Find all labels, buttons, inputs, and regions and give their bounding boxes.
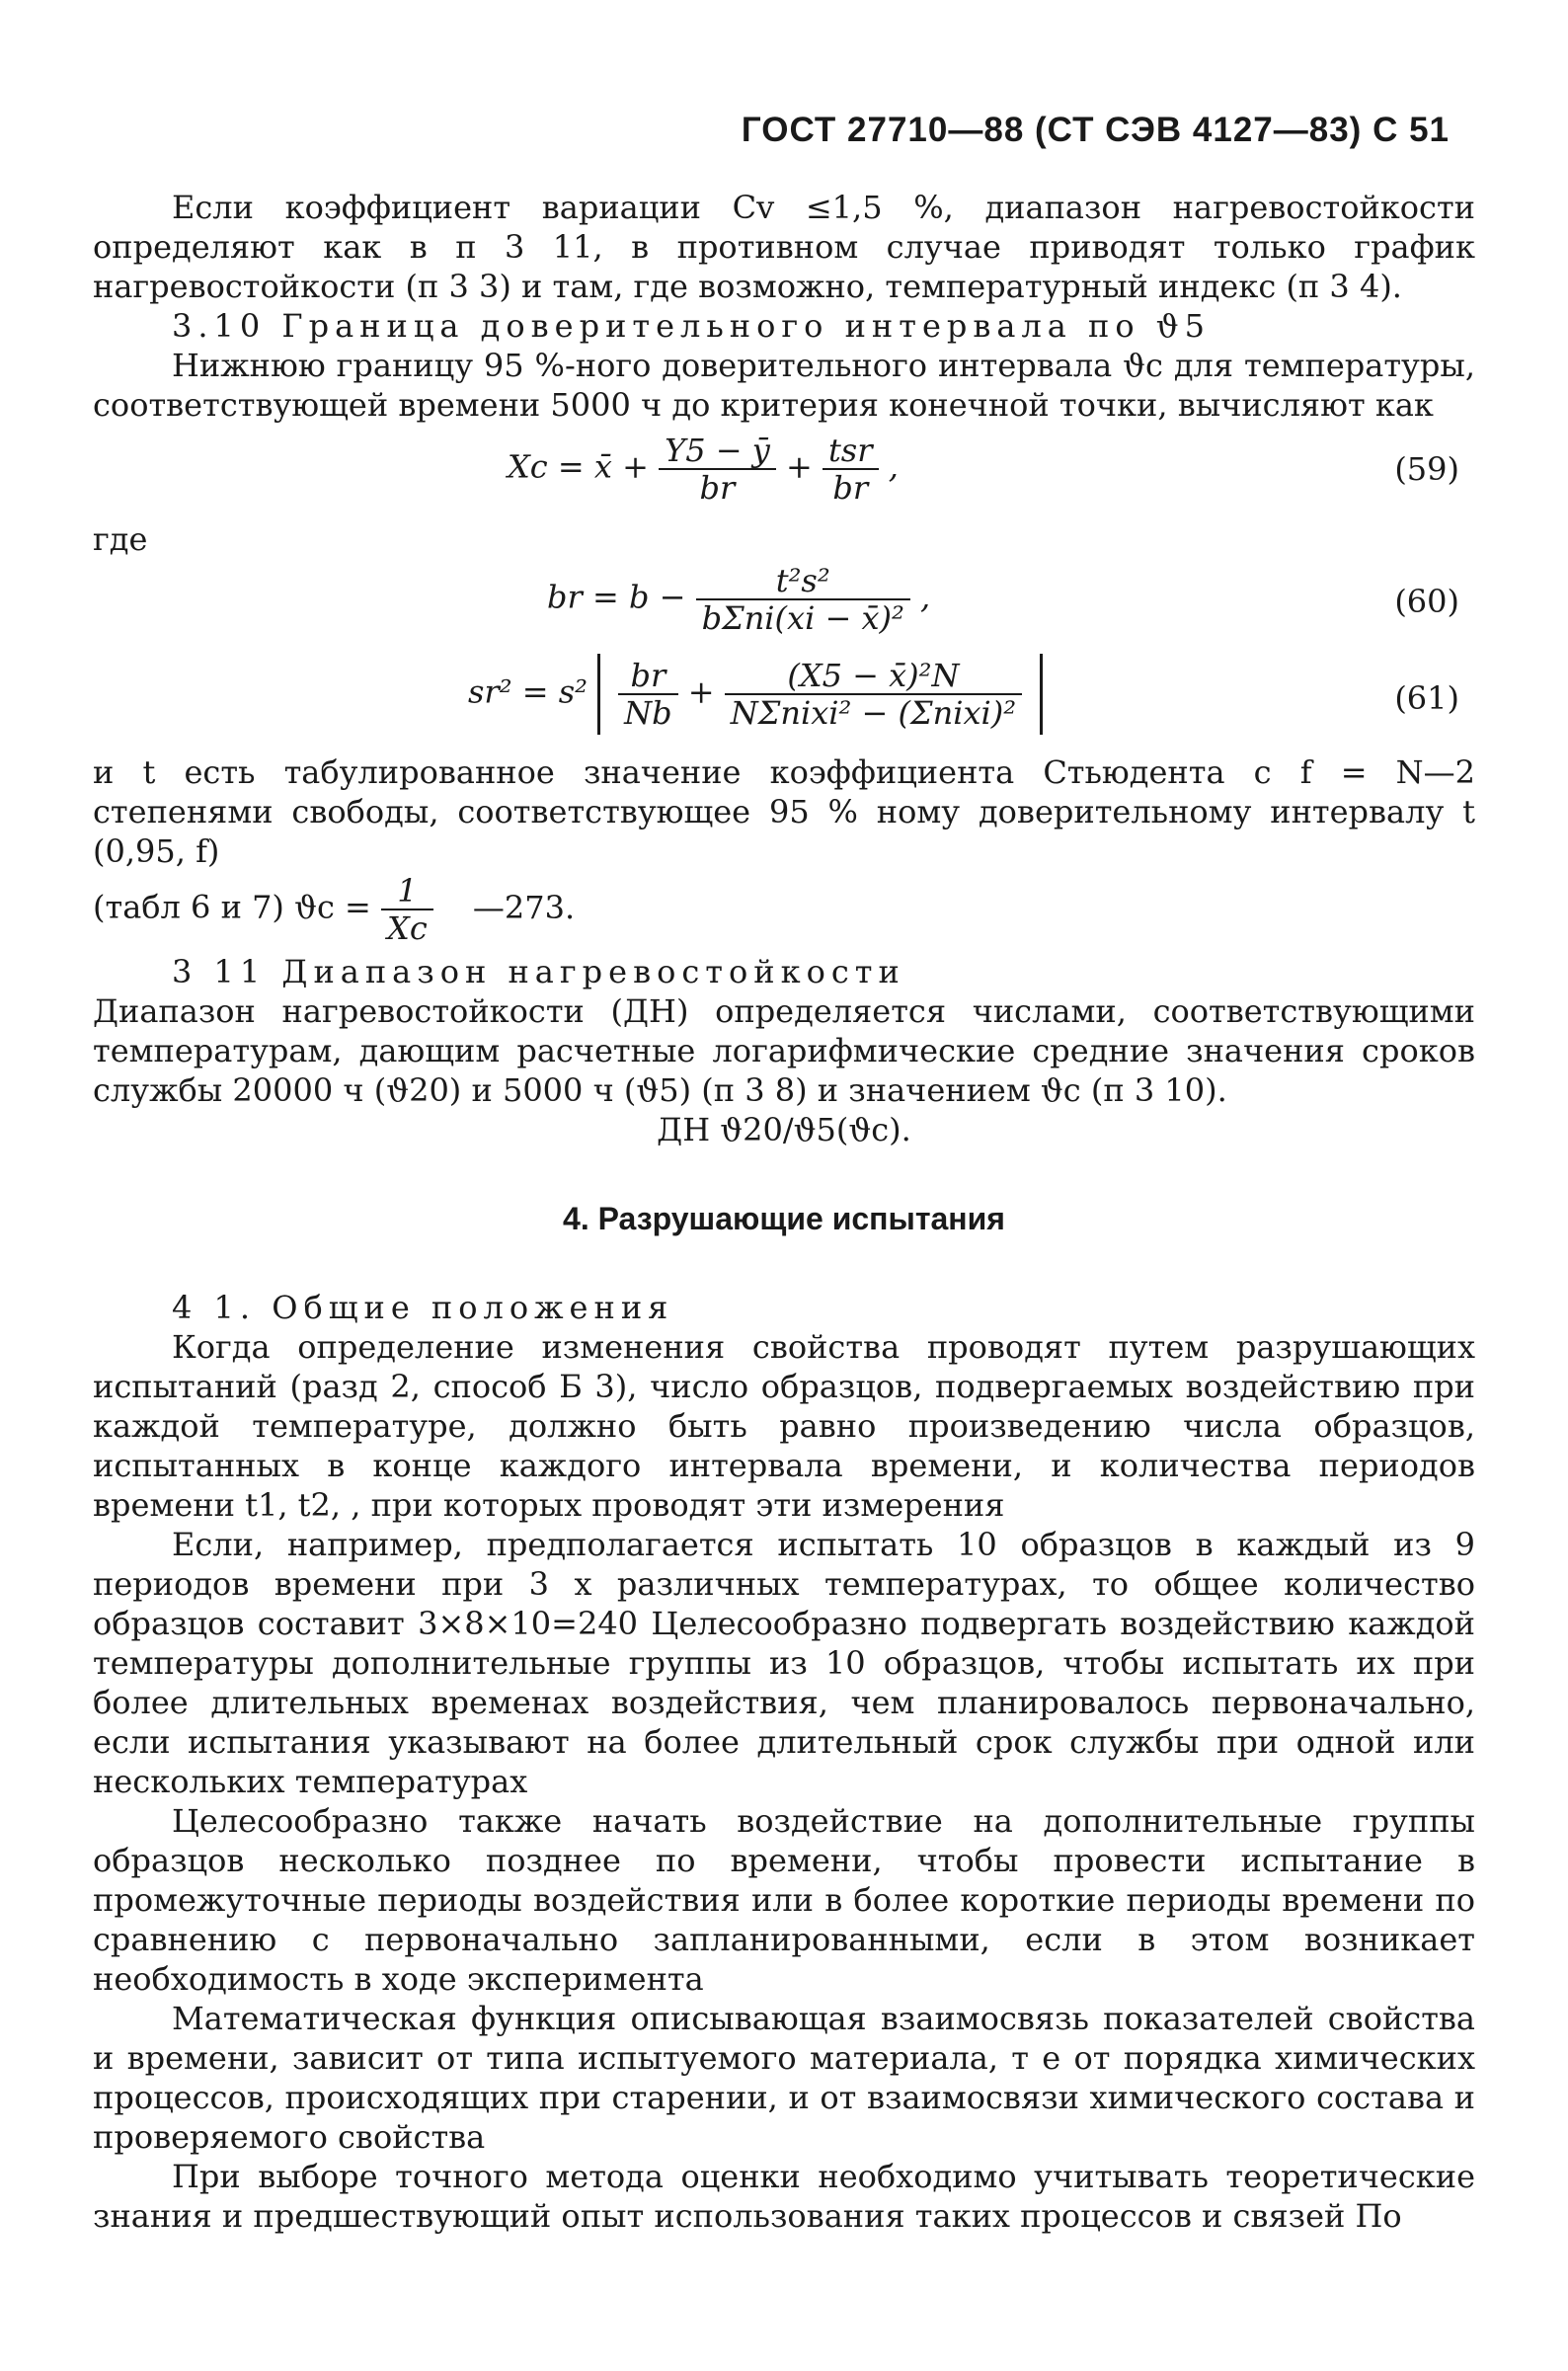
eq61-frac1-denominator: Nb: [624, 694, 672, 732]
equation-61: [93, 650, 1475, 752]
equation-60: [93, 559, 1475, 650]
equation-59: [93, 425, 1475, 519]
eq61-frac2-numerator: (X5 − x̄)²N: [725, 658, 1022, 695]
eq61-fraction-1: [618, 658, 677, 731]
eq59-frac2-denominator: br: [832, 469, 869, 507]
section-3-11-title: 3 11 Диапазон нагревостойкости: [172, 953, 905, 990]
eq59-frac2-numerator: tsr: [823, 433, 879, 470]
eq59-lhs: Xc = x̄ +: [508, 447, 649, 486]
eq59-tail: ,: [888, 447, 899, 486]
eq60-tail: ,: [919, 578, 931, 616]
eq59-fraction-2: [823, 433, 879, 506]
eq60-number: (60): [1394, 583, 1459, 620]
document-body: [93, 188, 1475, 2236]
eq61-plus: +: [687, 672, 715, 711]
eq61-frac2-denominator: NΣnixi² − (Σnixi)²: [730, 694, 1017, 732]
eq59-frac1-numerator: Y5 − ȳ: [659, 433, 776, 470]
theta-fraction: [381, 873, 433, 946]
section-4-1-paragraph-2: Если, например, предполагается испытать 10 образцов в каждый из 9 периодов времени при 3 х различных температурах, то общее количество образцов составит 3×8×10=240 Целесообразно подвергать воздействию каждой температуры дополнительные группы из 10 образцов, чтобы испытать их при более длительных временах воздействия, чем планировалось первоначально, если испытания указывают на более длительный срок службы при одной или нескольких температурах: [93, 1526, 1475, 1800]
eq59-number: (59): [1394, 450, 1459, 488]
eq61-fraction-2: [725, 658, 1022, 731]
eq61-bracket: [597, 654, 1043, 735]
theta-suffix: —273.: [472, 888, 576, 926]
equation-theta-c: [93, 873, 1475, 946]
theta-numerator: 1: [381, 873, 433, 910]
section-3-11-formula: ДН ϑ20/ϑ5(ϑc).: [657, 1111, 911, 1148]
section-4-1-title: 4 1. Общие положения: [172, 1289, 674, 1326]
eq61-lhs: sr² = s²: [468, 672, 588, 711]
section-4-1-paragraph-3: Целесообразно также начать воздействие на дополнительные группы образцов несколько позднее по времени, чтобы провести испытание в промежуточные периоды воздействия или в более короткие периоды времени по сравнению с первоначально запланированными, если в этом возникает необходимость в ходе эксперимента: [93, 1802, 1475, 1998]
eq59-frac1-denominator: br: [699, 469, 736, 507]
section-3-10-title: 3.10 Граница доверительного интервала по ϑ5: [172, 307, 1212, 345]
eq59-plus: +: [785, 447, 813, 486]
paragraph-variation: Если коэффициент вариации Cv ≤1,5 %, диапазон нагревостойкости определяют как в п 3 11, в противном случае приводят только график нагревостойкости (п 3 3) и там, где возможно, температурный индекс (п 3 4).: [93, 189, 1475, 305]
section-4-1-paragraph-4: Математическая функция описывающая взаимосвязь показателей свойства и времени, зависит от типа испытуемого материала, т е от порядка химических процессов, происходящих при старении, и от взаимосвязи химического состава и проверяемого свойства: [93, 2000, 1475, 2156]
where-label: где: [93, 520, 148, 558]
theta-denominator: Xc: [387, 909, 428, 947]
eq61-number: (61): [1394, 679, 1459, 717]
section-3-11-text: Диапазон нагревостойкости (ДН) определяется числами, соответствующими температурам, дающим расчетные логарифмические средние значения сроков службы 20000 ч (ϑ20) и 5000 ч (ϑ5) (п 3 8) и значением ϑc (п 3 10).: [93, 992, 1475, 1109]
eq60-numerator: t²s²: [696, 563, 910, 600]
section-4-1-paragraph-1: Когда определение изменения свойства проводят путем разрушающих испытаний (разд 2, способ Б 3), число образцов, подвергаемых воздействию при каждой температуре, должно быть равно произведению числа образцов, испытанных в конце каждого интервала времени, и количества периодов времени t1, t2, , при которых проводят эти измерения: [93, 1328, 1475, 1524]
eq61-frac1-numerator: br: [618, 658, 677, 695]
eq59-fraction-1: [659, 433, 776, 506]
eq60-denominator: bΣni(xi − x̄)²: [701, 599, 904, 637]
theta-prefix: (табл 6 и 7) ϑc =: [93, 888, 371, 926]
section-4-1-paragraph-5: При выборе точного метода оценки необходимо учитывать теоретические знания и предшествующий опыт использования таких процессов и связей По: [93, 2158, 1475, 2235]
eq60-fraction: [696, 563, 910, 636]
section-3-10-text: Нижнюю границу 95 %-ного доверительного интервала ϑc для температуры, соответствующей времени 5000 ч до критерия конечной точки, вычисляют как: [93, 347, 1475, 424]
page-header: ГОСТ 27710—88 (СТ СЭВ 4127—83) С 51: [741, 111, 1450, 149]
section-4-title: 4. Разрушающие испытания: [563, 1201, 1005, 1236]
paragraph-student-coefficient: и t есть табулированное значение коэффициента Стьюдента с f = N—2 степенями свободы, соответствующее 95 % ному доверительному интервалу t (0,95, f): [93, 753, 1475, 870]
eq60-lhs: br = b −: [547, 578, 686, 616]
